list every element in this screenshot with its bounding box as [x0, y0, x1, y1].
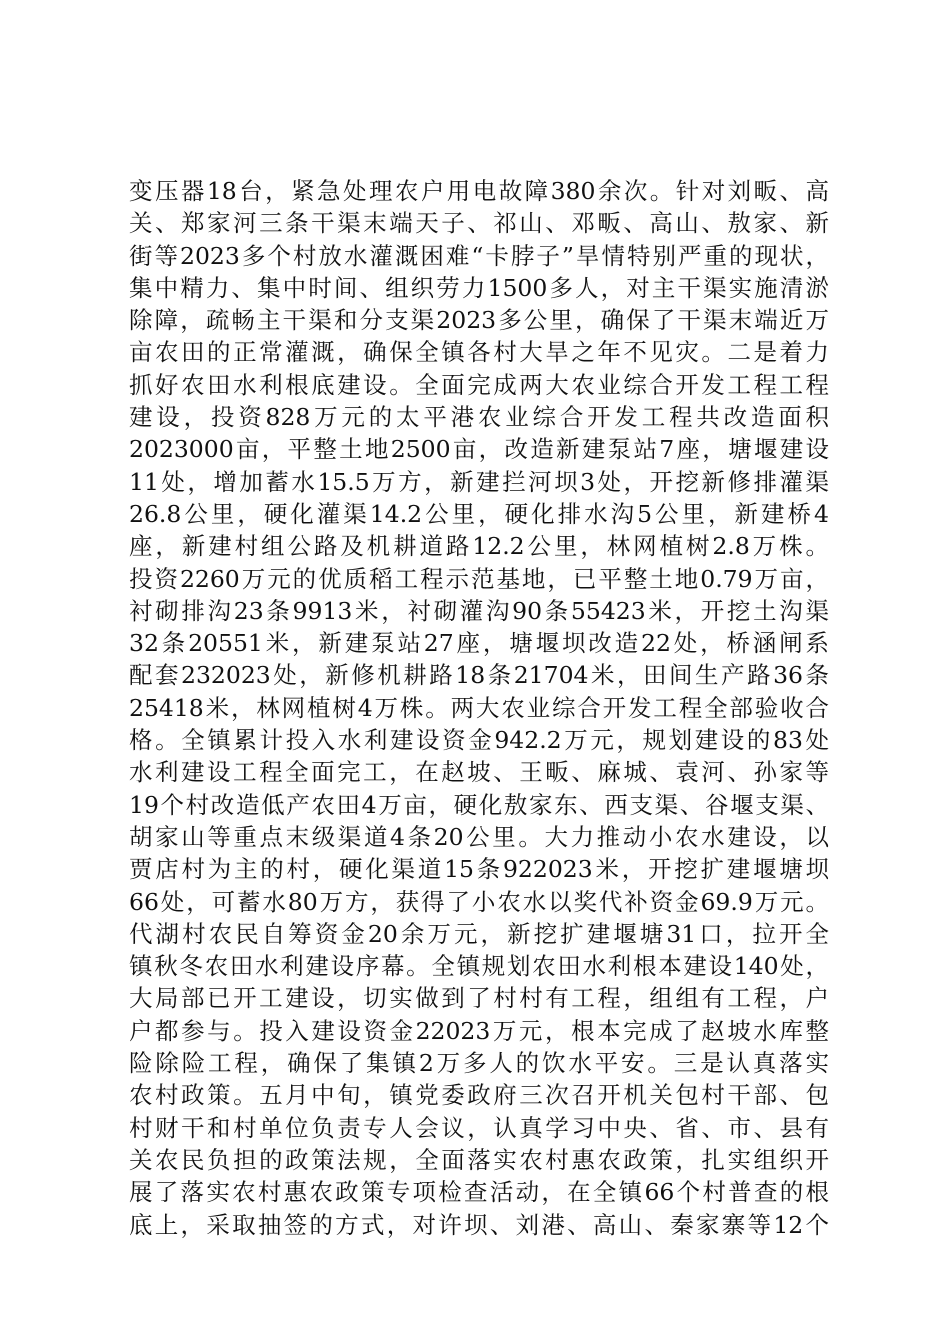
text-line: 26.8公里，硬化灌渠14.2公里，硬化排水沟5公里，新建桥4: [129, 499, 829, 528]
text-line: 代湖村农民自筹资金20余万元，新挖扩建堰塘31口，拉开全: [129, 919, 829, 948]
text-line: 水利建设工程全面完工，在赵坡、王畈、麻城、袁河、孙家等: [129, 758, 829, 787]
text-line: 底上，采取抽签的方式，对许坝、刘港、高山、秦家寨等12个: [129, 1210, 829, 1239]
text-line: 66处，可蓄水80万方，获得了小农水以奖代补资金69.9万元。: [129, 887, 829, 916]
text-line: 亩农田的正常灌溉，确保全镇各村大旱之年不见灾。二是着力: [129, 338, 829, 367]
text-line: 集中精力、集中时间、组织劳力1500多人，对主干渠实施清淤: [129, 273, 829, 302]
text-line: 抓好农田水利根底建设。全面完成两大农业综合开发工程工程: [129, 370, 829, 399]
text-line: 村财干和村单位负责专人会议，认真学习中央、省、市、县有: [129, 1113, 829, 1142]
text-line: 关农民负担的政策法规，全面落实农村惠农政策，扎实组织开: [129, 1145, 829, 1174]
text-line: 25418米，林网植树4万株。两大农业综合开发工程全部验收合: [129, 693, 829, 722]
text-line: 除障，疏畅主干渠和分支渠2023多公里，确保了干渠末端近万: [129, 306, 829, 335]
text-line: 座，新建村组公路及机耕道路12.2公里，林网植树2.8万株。: [129, 532, 829, 561]
text-line: 胡家山等重点末级渠道4条20公里。大力推动小农水建设，以: [129, 822, 829, 851]
text-line: 展了落实农村惠农政策专项检查活动，在全镇66个村普查的根: [129, 1178, 829, 1207]
text-line: 贾店村为主的村，硬化渠道15条922023米，开挖扩建堰塘坝: [129, 855, 829, 884]
body-text: [129, 175, 829, 1241]
text-line: 2023000亩，平整土地2500亩，改造新建泵站7座，塘堰建设: [129, 435, 829, 464]
text-line: 险除险工程，确保了集镇2万多人的饮水平安。三是认真落实: [129, 1049, 829, 1078]
text-line: 格。全镇累计投入水利建设资金942.2万元，规划建设的83处: [129, 726, 829, 755]
text-line: 街等2023多个村放水灌溉困难“卡脖子”旱情特别严重的现状，: [129, 241, 829, 270]
text-line: 建设，投资828万元的太平港农业综合开发工程共改造面积: [129, 403, 829, 432]
text-line: 变压器18台，紧急处理农户用电故障380余次。针对刘畈、高: [129, 177, 829, 205]
text-line: 镇秋冬农田水利建设序幕。全镇规划农田水利根本建设140处，: [129, 952, 829, 981]
text-line: 19个村改造低产农田4万亩，硬化敖家东、西支渠、谷堰支渠、: [129, 790, 829, 819]
text-line: 大局部已开工建设，切实做到了村村有工程，组组有工程，户: [129, 984, 829, 1013]
text-line: 户都参与。投入建设资金22023万元，根本完成了赵坡水库整: [129, 1016, 829, 1045]
text-line: 农村政策。五月中旬，镇党委政府三次召开机关包村干部、包: [129, 1081, 829, 1110]
text-line: 投资2260万元的优质稻工程示范基地，已平整土地0.79万亩，: [129, 564, 829, 593]
text-line: 衬砌排沟23条9913米，衬砌灌沟90条55423米，开挖土沟渠: [129, 596, 829, 625]
text-line: 11处，增加蓄水15.5万方，新建拦河坝3处，开挖新修排灌渠: [129, 467, 829, 496]
text-line: 配套232023处，新修机耕路18条21704米，田间生产路36条: [129, 661, 829, 690]
text-line: 关、郑家河三条干渠末端天子、祁山、邓畈、高山、敖家、新: [129, 209, 829, 238]
text-line: 32条20551米，新建泵站27座，塘堰坝改造22处，桥涵闸系: [129, 629, 829, 658]
